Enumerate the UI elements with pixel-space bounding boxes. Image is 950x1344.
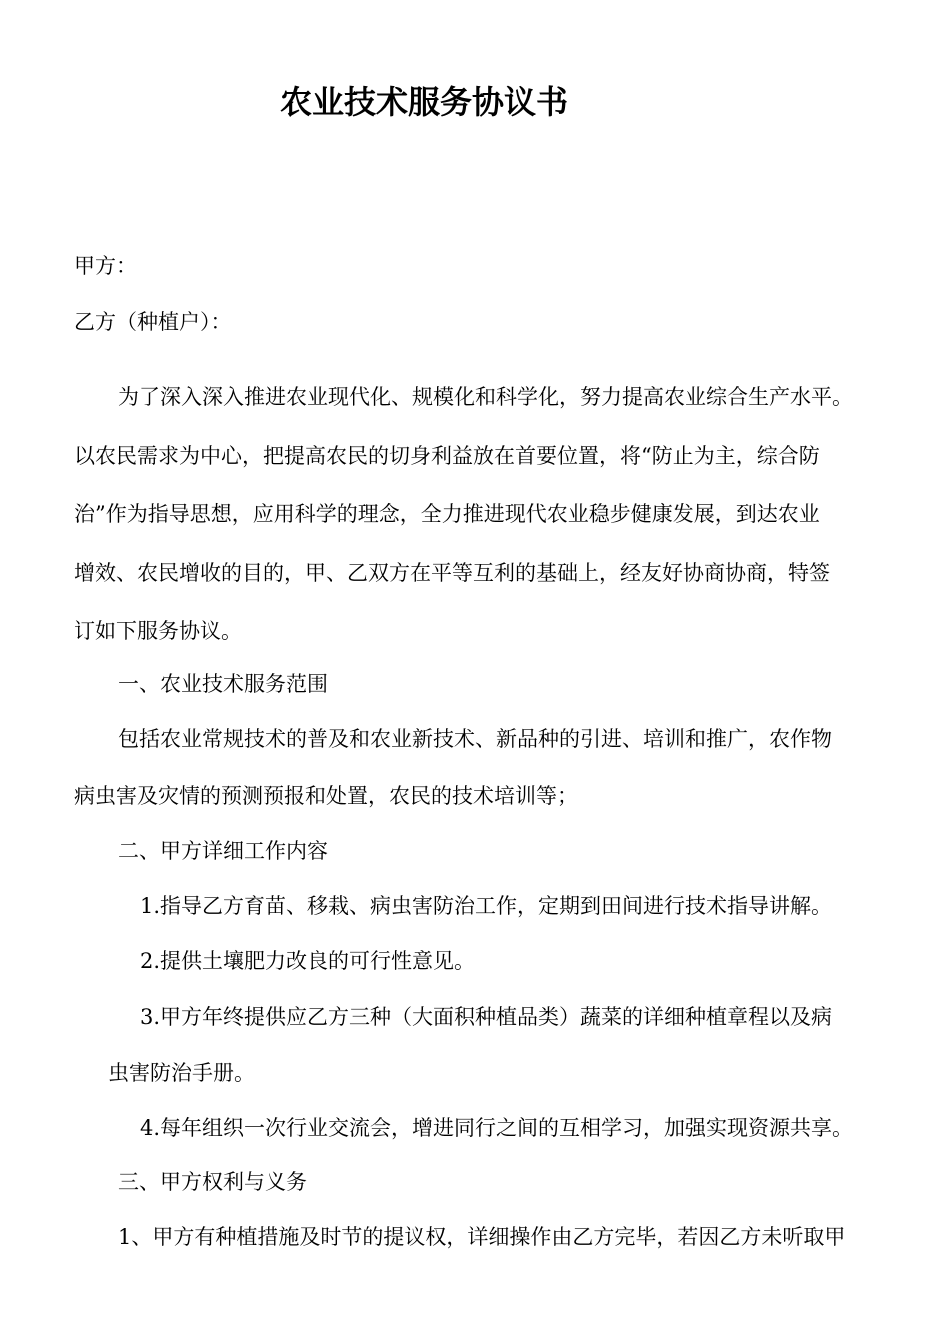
section-heading: 一、农业技术服务范围 xyxy=(118,672,328,696)
party-b-label: 乙方（种植户）： xyxy=(74,310,232,334)
section-body-line: 包括农业常规技术的普及和农业新技术、新品种的引进、培训和推广，农作物 xyxy=(118,727,832,751)
section-body-line: 1、甲方有种植措施及时节的提议权，详细操作由乙方完毕，若因乙方未听取甲 xyxy=(118,1225,846,1249)
party-a-label: 甲方： xyxy=(74,254,137,278)
list-item-continuation: 虫害防治手册。 xyxy=(108,1061,255,1085)
section-heading: 二、甲方详细工作内容 xyxy=(118,839,328,863)
preamble-line: 为了深入深入推进农业现代化、规模化和科学化，努力提高农业综合生产水平。 xyxy=(118,385,853,409)
list-item: 3.甲方年终提供应乙方三种（大面积种植品类）蔬菜的详细种植章程以及病 xyxy=(140,1005,833,1029)
list-item: 4.每年组织一次行业交流会，增进同行之间的互相学习，加强实现资源共享。 xyxy=(140,1116,854,1140)
section-body-line: 病虫害及灾情的预测预报和处置，农民的技术培训等； xyxy=(74,784,578,808)
list-item: 1.指导乙方育苗、移栽、病虫害防治工作，定期到田间进行技术指导讲解。 xyxy=(140,894,833,918)
preamble-line: 治”作为指导思想，应用科学的理念，全力推进现代农业稳步健康发展，到达农业 xyxy=(74,502,820,526)
section-heading: 三、甲方权利与义务 xyxy=(118,1170,307,1194)
preamble-line: 订如下服务协议。 xyxy=(74,619,242,643)
preamble-line: 增效、农民增收的目的，甲、乙双方在平等互利的基础上，经友好协商协商，特签 xyxy=(74,561,830,585)
list-item: 2.提供土壤肥力改良的可行性意见。 xyxy=(140,949,476,973)
document-title: 农业技术服务协议书 xyxy=(280,83,569,121)
preamble-line: 以农民需求为中心，把提高农民的切身利益放在首要位置，将“防止为主，综合防 xyxy=(74,444,820,468)
